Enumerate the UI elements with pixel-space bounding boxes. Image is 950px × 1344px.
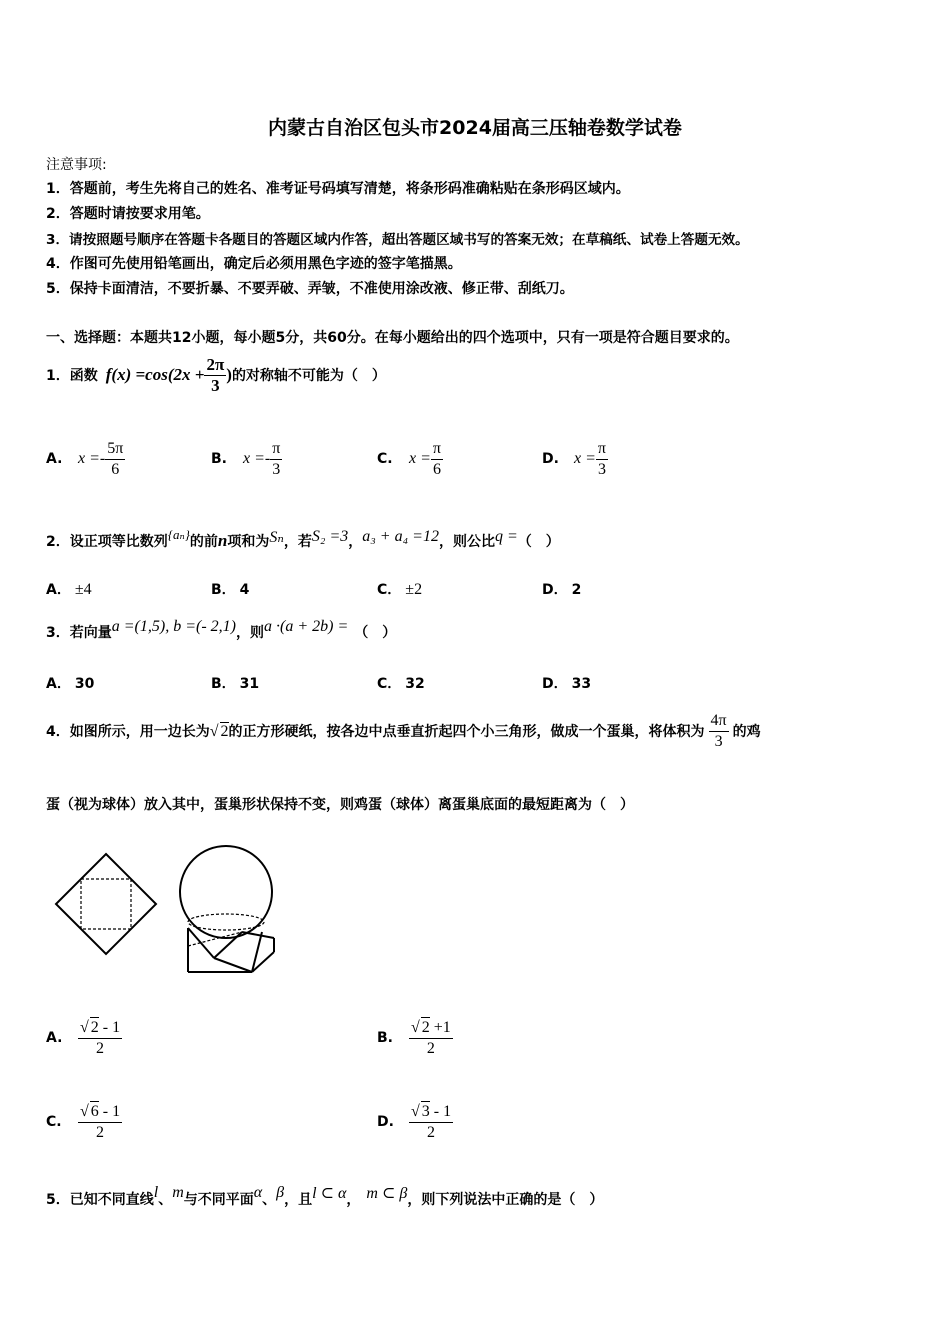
egg-nest-figure — [46, 836, 286, 984]
q2-cond2: a₃ + a₄ =12 — [362, 528, 439, 545]
frac-den: 2 — [96, 1040, 105, 1057]
q2-option-a — [46, 579, 92, 599]
frac-den: 6 — [111, 460, 120, 478]
frac-den: 3 — [272, 460, 281, 478]
question-2 — [46, 526, 560, 556]
q1-frac-den: 3 — [211, 375, 220, 395]
option-label: D. — [377, 1114, 394, 1130]
q3-option-b — [211, 673, 259, 693]
frac-num: √ 3 - 1 — [409, 1101, 453, 1123]
q1-func-tail: ) — [226, 365, 232, 384]
q3-prefix: 3．若向量 — [46, 625, 112, 641]
frac-den: 2 — [426, 1040, 435, 1057]
option-label: C． — [377, 582, 402, 598]
option-label: A． — [46, 676, 71, 692]
frac-num: 4π — [709, 711, 729, 732]
option-lhs: x =- — [78, 450, 106, 467]
option-value: ±4 — [74, 581, 92, 598]
frac-sign: - 1 — [429, 1103, 452, 1120]
frac-num: π — [270, 439, 282, 460]
option-label: B． — [211, 676, 236, 692]
option-label: D. — [542, 451, 559, 467]
q1-prefix: 1．函数 — [46, 368, 98, 384]
notes-heading: 注意事项: — [46, 157, 107, 173]
note-item: 4．作图可先使用铅笔画出，确定后必须用黑色字迹的签字笔描黑。 — [46, 256, 462, 272]
frac-den: 6 — [432, 460, 441, 478]
q2-cond1: S₂ =3 — [311, 528, 349, 545]
option-label: A. — [46, 451, 63, 467]
q5-prefix: 5．已知不同直线 — [46, 1192, 154, 1208]
q4-line2: 蛋（视为球体）放入其中，蛋巢形状保持不变，则鸡蛋（球体）离蛋巢底面的最短距离为（ ） — [46, 797, 634, 813]
option-value: ±2 — [405, 581, 423, 598]
q4-volume — [709, 711, 729, 752]
q3-vec: a =(1,5), b =(- 2,1) — [111, 618, 236, 635]
q5-l: l — [153, 1184, 159, 1201]
q4-root: √ 2 — [209, 722, 229, 740]
frac-sign: +1 — [429, 1019, 451, 1036]
option-label: A. — [46, 1030, 63, 1046]
q1-option-d — [542, 436, 608, 482]
root-value: 6 — [90, 1103, 99, 1120]
option-lhs: x = — [574, 450, 596, 467]
q1-option-b — [211, 436, 282, 482]
frac-den: 3 — [597, 460, 606, 478]
q2-comma: ， — [348, 534, 363, 550]
frac-num: π — [596, 439, 608, 460]
q3-option-d — [542, 673, 591, 693]
q4-option-a — [46, 1012, 122, 1064]
option-label: B. — [377, 1030, 393, 1046]
q2-mid2: 项和为 — [227, 534, 270, 550]
note-item: 2．答题时请按要求用笔。 — [46, 206, 210, 222]
q4-mid: 的正方形硬纸，按各边中点垂直折起四个小三角形，做成一个蛋巢，将体积为 — [228, 724, 705, 740]
option-fraction — [409, 1101, 453, 1143]
q5-beta: β — [276, 1184, 285, 1201]
q2-prefix: 2．设正项等比数列 — [46, 534, 168, 550]
section-heading: 一、选择题：本题共12小题，每小题5分，共60分。在每小题给出的四个选项中，只有一项是符合题目要求的。 — [46, 330, 739, 346]
frac-den: 3 — [714, 732, 723, 750]
q2-mid1: 的前 — [189, 534, 218, 550]
q1-option-c — [377, 436, 443, 482]
note-item: 3．请按照题号顺序在答题卡各题目的答题区域内作答，超出答题区域书写的答案无效；在草稿纸、试卷上答题无效。 — [46, 232, 749, 248]
option-fraction — [431, 439, 443, 480]
option-lhs: x =- — [243, 450, 271, 467]
note-item: 5．保持卡面清洁，不要折暴、不要弄破、弄皱，不准使用涂改液、修正带、刮纸刀。 — [46, 281, 574, 297]
frac-num: √ 2 +1 — [409, 1017, 453, 1039]
q2-suffix: （ ） — [517, 534, 560, 550]
option-value: 32 — [405, 676, 425, 692]
q1-option-a — [46, 436, 125, 482]
frac-num: π — [431, 439, 443, 460]
option-fraction — [270, 439, 282, 480]
q5-m: m — [172, 1184, 184, 1201]
q3-option-a — [46, 673, 94, 693]
frac-sign: - 1 — [98, 1019, 121, 1036]
root-value: 2 — [421, 1019, 430, 1036]
option-fraction — [596, 439, 608, 480]
option-value: 4 — [239, 582, 250, 598]
frac-den: 2 — [427, 1124, 436, 1141]
question-5 — [46, 1184, 603, 1214]
option-label: C. — [377, 451, 393, 467]
q2-mid4: ，则公比 — [438, 534, 495, 550]
page-title: 内蒙古自治区包头市2024届高三压轴卷数学试卷 — [268, 117, 682, 139]
option-label: B. — [211, 451, 227, 467]
option-fraction — [105, 439, 125, 480]
option-value: 31 — [239, 676, 260, 692]
q4-option-c — [46, 1096, 122, 1148]
q4-tail: 的鸡 — [732, 724, 761, 740]
frac-num: √ 6 - 1 — [78, 1101, 122, 1123]
q4-option-d — [377, 1096, 453, 1148]
q5-alpha: α — [253, 1184, 263, 1201]
q5-mid1: 与不同平面 — [183, 1192, 254, 1208]
q2-option-b — [211, 579, 249, 599]
frac-num: 5π — [105, 439, 125, 460]
question-1 — [46, 352, 386, 398]
q3-mid: ，则 — [235, 625, 264, 641]
option-label: D． — [542, 582, 568, 598]
option-label: C. — [46, 1114, 62, 1130]
q2-sn: Sₙ — [269, 529, 284, 546]
option-label: D． — [542, 676, 568, 692]
q1-fraction — [204, 355, 226, 396]
option-fraction — [78, 1101, 122, 1143]
q5-suffix: ，则下列说法中正确的是（ ） — [407, 1192, 604, 1208]
option-lhs: x = — [409, 450, 431, 467]
option-label: A． — [46, 582, 71, 598]
option-fraction — [78, 1017, 122, 1059]
root-value: 2 — [90, 1019, 99, 1036]
q3-expr: a ·(a + 2b) = — [263, 618, 349, 635]
q2-n: n — [217, 531, 228, 550]
q2-option-d — [542, 579, 581, 599]
unfolded-square-diagram — [56, 854, 156, 954]
q5-sep3: ， — [346, 1192, 361, 1208]
option-value: 2 — [571, 582, 582, 598]
q1-suffix: 的对称轴不可能为（ ） — [231, 368, 386, 384]
q5-c2: m ⊂ β — [366, 1185, 408, 1202]
q3-suffix: （ ） — [354, 625, 397, 641]
egg-in-nest-diagram — [180, 846, 274, 972]
q1-frac-num: 2π — [206, 354, 225, 374]
q2-seq: {aₙ} — [167, 527, 190, 542]
q2-q: q = — [494, 528, 518, 545]
question-4 — [46, 706, 761, 756]
frac-sign: - 1 — [98, 1103, 121, 1120]
q2-option-c — [377, 579, 422, 599]
option-value: 30 — [74, 676, 95, 692]
note-item: 1．答题前，考生先将自己的姓名、准考证号码填写清楚，将条形码准确粘贴在条形码区域内。 — [46, 181, 630, 197]
frac-den: 2 — [96, 1124, 105, 1141]
q5-sep2: 、 — [262, 1192, 277, 1208]
q5-c1: l ⊂ α — [312, 1185, 347, 1202]
q4-prefix: 4．如图所示，用一边长为 — [46, 724, 210, 740]
question-3 — [46, 617, 396, 647]
option-fraction — [409, 1017, 453, 1059]
root-value: 3 — [421, 1103, 430, 1120]
frac-num: √ 2 - 1 — [78, 1017, 122, 1039]
q1-func-head: f(x) =cos(2x + — [105, 365, 205, 384]
q4-root-value: 2 — [220, 722, 229, 740]
q5-sep1: 、 — [158, 1192, 173, 1208]
q2-mid3: ，若 — [283, 534, 312, 550]
option-label: B． — [211, 582, 236, 598]
q4-option-b — [377, 1012, 453, 1064]
q5-mid2: ，且 — [284, 1192, 313, 1208]
option-label: C． — [377, 676, 402, 692]
q3-option-c — [377, 673, 425, 693]
option-value: 33 — [571, 676, 592, 692]
